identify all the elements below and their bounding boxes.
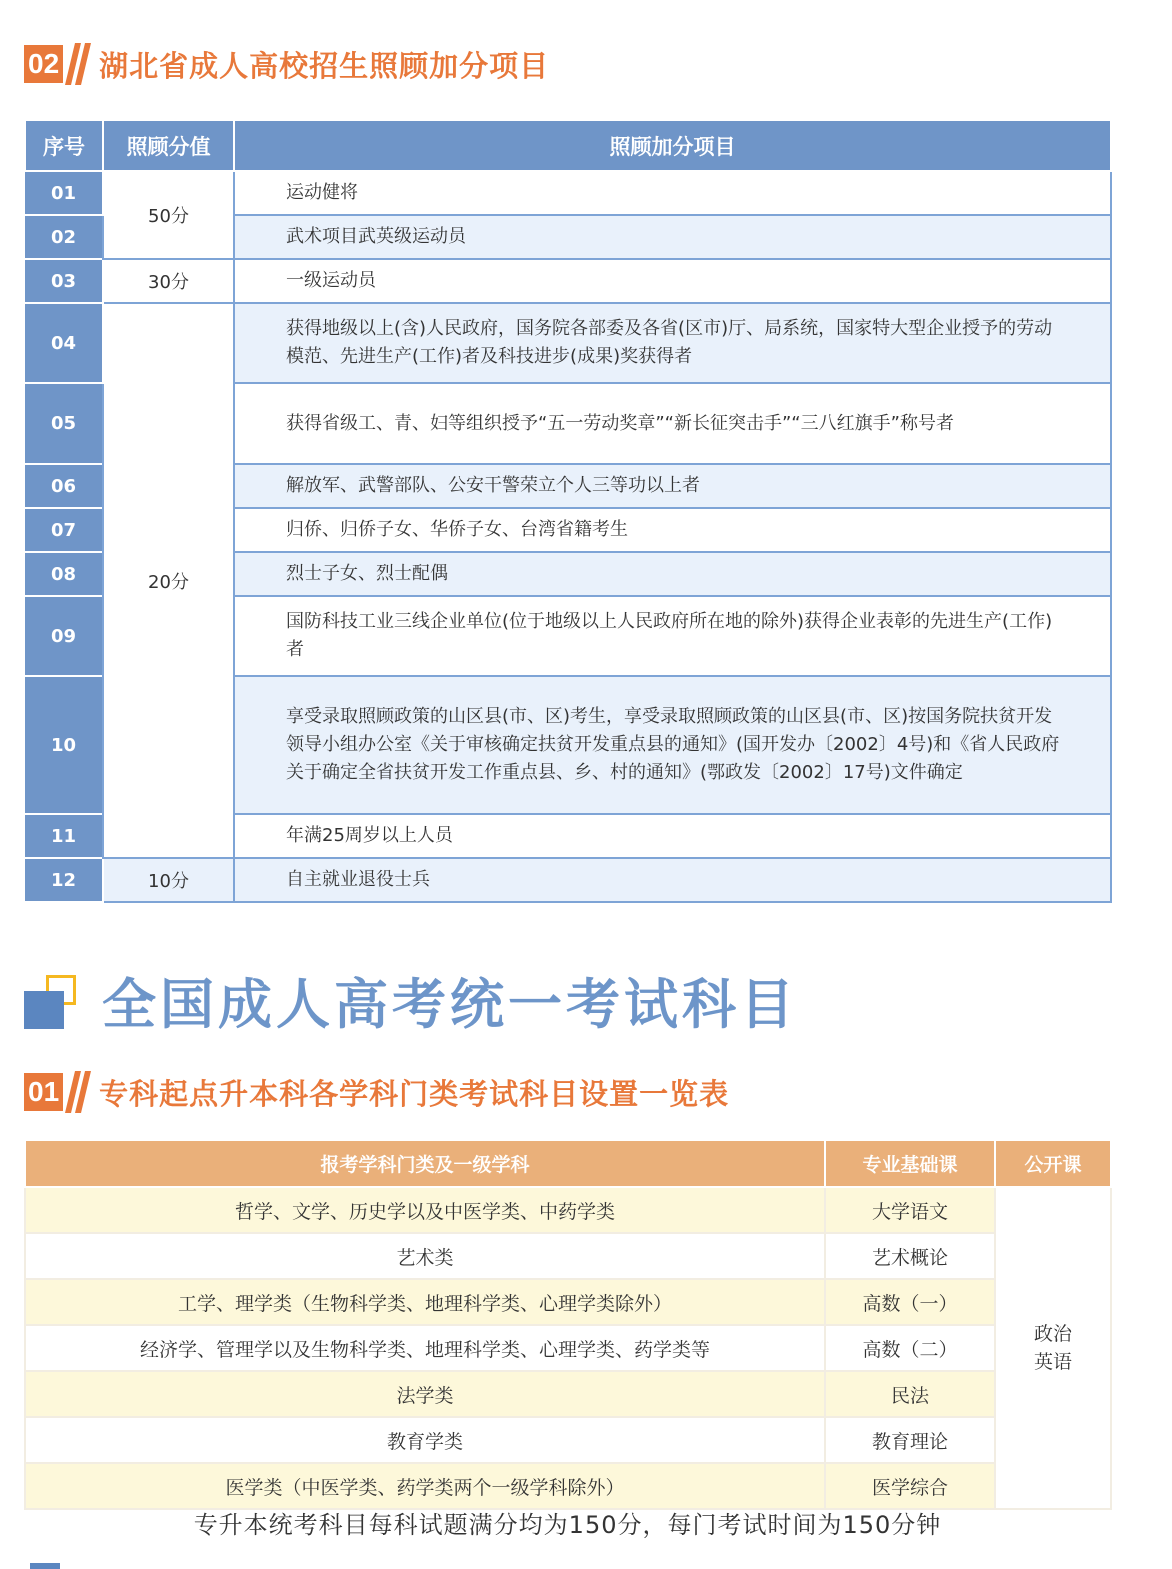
table-row (25, 858, 1111, 902)
exam-subjects-table (24, 1139, 1112, 1510)
row-item: 年满25周岁以上人员 (234, 814, 1111, 858)
row-seq: 04 (25, 303, 103, 383)
section-header-subjects (24, 1071, 729, 1113)
row-course: 医学综合 (825, 1463, 995, 1509)
table-header-row (25, 120, 1111, 171)
row-item: 归侨、归侨子女、华侨子女、台湾省籍考生 (234, 508, 1111, 552)
footer-note: 专升本统考科目每科试题满分均为150分，每门考试时间为150分钟 (193, 1511, 942, 1539)
row-item: 武术项目武英级运动员 (234, 215, 1111, 259)
main-heading-text: 全国成人高考统一考试科目 (102, 973, 798, 1036)
row-course: 民法 (825, 1371, 995, 1417)
table-header-row (25, 1140, 1111, 1187)
section-header-care (24, 43, 549, 85)
row-course: 高数（一） (825, 1279, 995, 1325)
table-row (25, 303, 1111, 383)
row-category: 经济学、管理学以及生物科学类、地理科学类、心理学类、药学类等 (25, 1325, 825, 1371)
main-heading (24, 962, 798, 1039)
row-seq: 07 (25, 508, 103, 552)
slash-decoration-icon (65, 1071, 91, 1113)
table-row (25, 1325, 1111, 1371)
row-seq: 02 (25, 215, 103, 259)
row-seq: 12 (25, 858, 103, 902)
header-item: 照顾加分项目 (234, 120, 1111, 171)
row-category: 医学类（中医学类、药学类两个一级学科除外） (25, 1463, 825, 1509)
row-seq: 09 (25, 596, 103, 676)
row-seq: 08 (25, 552, 103, 596)
row-course: 大学语文 (825, 1187, 995, 1233)
header-seq: 序号 (25, 120, 103, 171)
row-score: 10分 (103, 858, 234, 902)
care-points-table (24, 119, 1112, 903)
row-seq: 06 (25, 464, 103, 508)
square-decoration-icon (24, 973, 80, 1029)
table-row (25, 1279, 1111, 1325)
row-category: 哲学、文学、历史学以及中医学类、中药学类 (25, 1187, 825, 1233)
table-row (25, 1371, 1111, 1417)
row-seq: 05 (25, 383, 103, 464)
header-category: 报考学科门类及一级学科 (25, 1140, 825, 1187)
table-row (25, 1417, 1111, 1463)
row-seq: 01 (25, 171, 103, 215)
table-row (25, 1187, 1111, 1233)
row-item: 解放军、武警部队、公安干警荣立个人三等功以上者 (234, 464, 1111, 508)
row-seq: 11 (25, 814, 103, 858)
table-row (25, 1463, 1111, 1509)
header-score: 照顾分值 (103, 120, 234, 171)
row-item: 自主就业退役士兵 (234, 858, 1111, 902)
table-row (25, 1233, 1111, 1279)
row-score: 30分 (103, 259, 234, 303)
table-row (25, 171, 1111, 215)
public-course-item: 英语 (1033, 1351, 1072, 1373)
public-course-cell (995, 1187, 1111, 1509)
row-item: 获得省级工、青、妇等组织授予“五一劳动奖章”“新长征突击手”“三八红旗手”称号者 (234, 383, 1111, 464)
row-item: 烈士子女、烈士配偶 (234, 552, 1111, 596)
row-category: 工学、理学类（生物科学类、地理科学类、心理学类除外） (25, 1279, 825, 1325)
public-course-item: 政治 (1033, 1323, 1072, 1345)
row-course: 高数（二） (825, 1325, 995, 1371)
row-category: 艺术类 (25, 1233, 825, 1279)
row-score: 50分 (103, 171, 234, 259)
row-item: 运动健将 (234, 171, 1111, 215)
header-course: 专业基础课 (825, 1140, 995, 1187)
slash-decoration-icon (65, 43, 91, 85)
section-title: 湖北省成人高校招生照顾加分项目 (99, 48, 550, 83)
row-category: 法学类 (25, 1371, 825, 1417)
row-item: 获得地级以上(含)人民政府，国务院各部委及各省(区市)厅、局系统，国家特大型企业授予的劳动模范、先进生产(工作)者及科技进步(成果)奖获得者 (234, 303, 1111, 383)
row-category: 教育学类 (25, 1417, 825, 1463)
row-item: 一级运动员 (234, 259, 1111, 303)
section-number: 01 (24, 1073, 63, 1111)
row-item: 享受录取照顾政策的山区县(市、区)考生，享受录取照顾政策的山区县(市、区)按国务院扶贫开发领导小组办公室《关于审核确定扶贫开发重点县的通知》(国开发办〔2002〕4号)和《省人民政府关于确定全省扶贫开发工作重点县、乡、村的通知》(鄂政发〔2002〕17号)文件确定 (234, 676, 1111, 814)
table-row (25, 259, 1111, 303)
row-score: 20分 (103, 303, 234, 858)
header-public: 公开课 (995, 1140, 1111, 1187)
section-number: 02 (24, 45, 63, 83)
row-item: 国防科技工业三线企业单位(位于地级以上人民政府所在地的除外)获得企业表彰的先进生产(工作)者 (234, 596, 1111, 676)
corner-decoration (30, 1563, 60, 1569)
row-seq: 10 (25, 676, 103, 814)
row-course: 艺术概论 (825, 1233, 995, 1279)
row-course: 教育理论 (825, 1417, 995, 1463)
row-seq: 03 (25, 259, 103, 303)
section-title: 专科起点升本科各学科门类考试科目设置一览表 (99, 1076, 730, 1111)
